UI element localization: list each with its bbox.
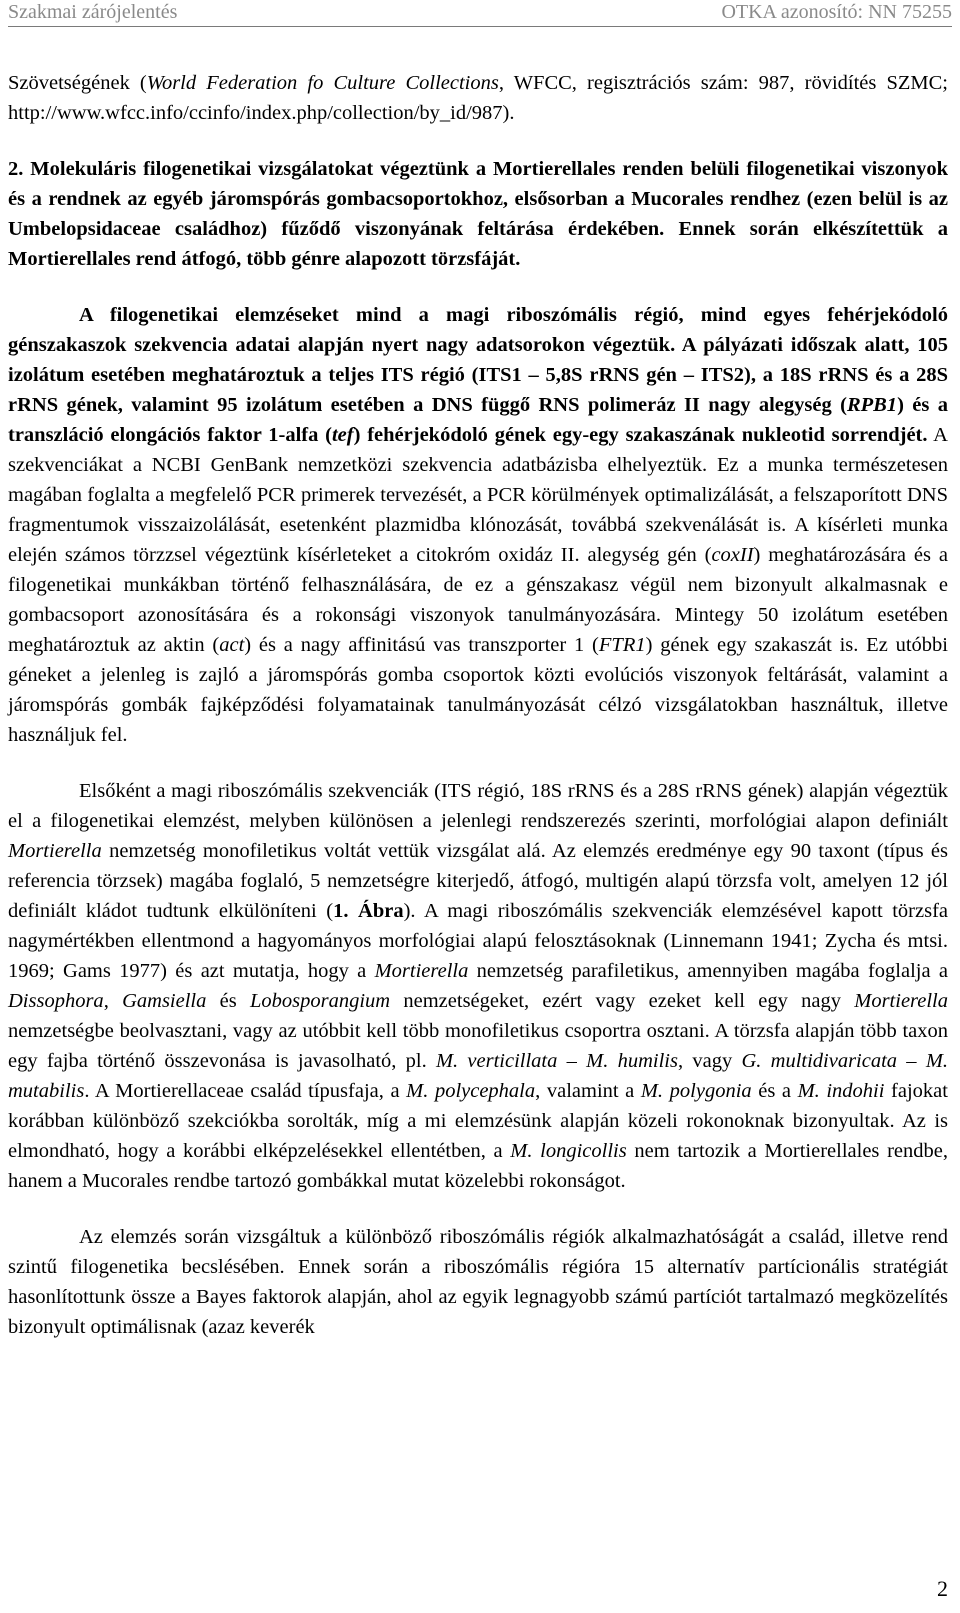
paragraph-partition-strategies: Az elemzés során vizsgáltuk a különböző riboszómális régiók alkalmazhatóságát a család, illetve rend szintű filogenetika becslésében. Ennek során a riboszómális régióra 15 alternatív partícionális stratégiát hasonlítottunk össze a Bayes faktorok alapján, ahol az egyik legnagyobb számú partíciót tartalmazó megközelítés bizonyult optimálisnak (azaz keverék — [8, 1226, 948, 1338]
page-number: 2 — [937, 1576, 948, 1601]
header-report-title: Szakmai zárójelentés — [8, 1, 178, 23]
page-header — [8, 0, 952, 27]
header-otka-id: OTKA azonosító: NN 75255 — [721, 1, 952, 23]
paragraph-molecular-phylogenetics: 2. Molekuláris filogenetikai vizsgálatokat végeztünk a Mortierellales renden belüli filogenetikai viszonyok és a rendnek az egyéb járomspórás gombacsoportokhoz, elsősorban a Mucorales rendhez (ezen belül is az Umbelopsidaceae családhoz) fűződő viszonyának feltárása érdekében. Ennek során elkészítettük a Mortierellales rend átfogó, több génre alapozott törzsfáját. — [8, 158, 948, 270]
paragraph-phylogenetic-analyses: A filogenetikai elemzéseket mind a magi riboszómális régió, mind egyes fehérjekódoló génszakaszok szekvencia adatai alapján nyert nagy adatsorokon végeztük. A pályázati időszak alatt, 105 izolátum esetében meghatároztuk a teljes ITS régió (ITS1 – 5,8S rRNS gén – ITS2), a 18S rRNS és a 28S rRNS gének, valamint 95 izolátum esetében a DNS függő RNS polimeráz II nagy alegység (RPB1) és a transzláció elongációs faktor 1-alfa (tef) fehérjekódoló gének egy-egy szakaszának nukleotid sorrendjét. A szekvenciákat a NCBI GenBank nemzetközi szekvencia adatbázisba elhelyeztük. Ez a munka természetesen magában foglalta a megfelelő PCR primerek tervezését, a PCR körülmények optimalizálását, a felszaporított DNS fragmentumok visszaizolálását, esetenként plazmidba klónozását, továbbá szekvenálását is. A kísérleti munka elején számos törzzsel végeztünk kísérleteket a citokróm oxidáz II. alegység gén (coxII) meghatározására és a filogenetikai munkákban történő felhasználására, de ez a génszakasz végül nem bizonyult alkalmasnak e gombacsoport azonosítására és a rokonsági viszonyok tanulmányozására. Mintegy 50 izolátum esetében meghatároztuk az aktin (act) és a nagy affinitású vas transzporter 1 (FTR1) gének egy szakaszát is. Ez utóbbi géneket a jelenleg is zajló a járomspórás gomba csoportok közti evolúciós viszonyok feltárását, valamint a járomspórás gombák fajképződési folyamatainak tanulmányozását célzó vizsgálatokban használtuk, illetve használjuk fel. — [8, 304, 948, 746]
paragraph-wfcc-registration: Szövetségének (World Federation fo Culture Collections, WFCC, regisztrációs szám: 987, rövidítés SZMC; http://www.wfcc.info/ccinfo/index.php/collection/by_id/987). — [8, 72, 948, 124]
document-body — [8, 68, 948, 1342]
paragraph-ribosomal-analysis: Elsőként a magi riboszómális szekvenciák (ITS régió, 18S rRNS és a 28S rRNS gének) alapján végeztük el a filogenetikai elemzést, melyben különösen a jelenlegi rendszerezés szerinti, morfológiai alapon definiált Mortierella nemzetség monofiletikus voltát vettük vizsgálat alá. Az elemzés eredménye egy 90 taxont (típus és referencia törzsek) magába foglaló, 5 nemzetségre kiterjedő, átfogó, multigén alapú törzsfa volt, amelyen 12 jól definiált kládot tudtunk elkülöníteni (1. Ábra). A magi riboszómális szekvenciák elemzésével kapott törzsfa nagymértékben ellentmond a hagyományos morfológiai alapú felosztásoknak (Linnemann 1941; Zycha és mtsi. 1969; Gams 1977) és azt mutatja, hogy a Mortierella nemzetség parafiletikus, amennyiben magába foglalja a Dissophora, Gamsiella és Lobosporangium nemzetségeket, ezért vagy ezeket kell egy nagy Mortierella nemzetségbe beolvasztani, vagy az utóbbit kell több monofiletikus csoportra osztani. A törzsfa alapján több taxon egy fajba történő összevonása is javasolható, pl. M. verticillata – M. humilis, vagy G. multidivaricata – M. mutabilis. A Mortierellaceae család típusfaja, a M. polycephala, valamint a M. polygonia és a M. indohii fajokat korábban különböző szekciókba sorolták, míg a mi elemzésünk alapján közeli rokonoknak bizonyultak. Az is elmondható, hogy a korábbi elképzelésekkel ellentétben, a M. longicollis nem tartozik a Mortierellales rendbe, hanem a Mucorales rendbe tartozó gombákkal mutat közelebbi rokonságot. — [8, 780, 949, 1192]
